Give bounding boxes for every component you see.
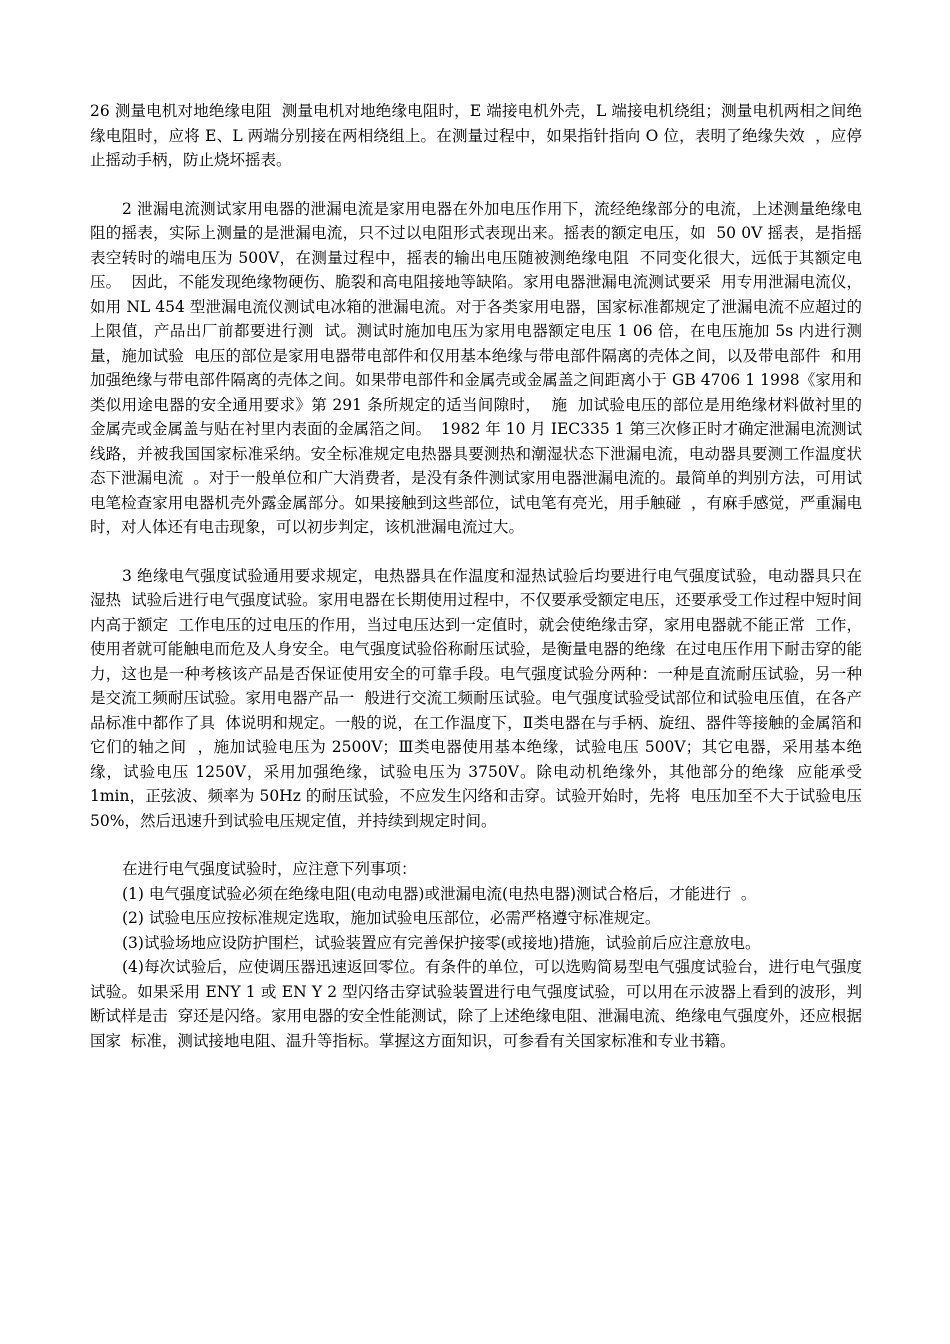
paragraph-dielectric-strength: 3 绝缘电气强度试验通用要求规定，电热器具在作温度和湿热试验后均要进行电气强度试验，电动器具只在湿热 试验后进行电气强度试验。家用电器在长期使用过程中，不仅要承受额定电压，还要承受工作过程中短时间内高于额定 工作电压的过电压的作用，当过电压达到一定值时，就会使绝缘击穿，家用电器就不能正常 工作，使用者就可能触电而危及人身安全。电气强度试验俗称耐压试验，是衡量电器的绝缘 在过电压作用下耐击穿的能力，这也是一种考核该产品是否保证使用安全的可靠手段。电气强度试验分两种：一种是直流耐压试验，另一种是交流工频耐压试验。家用电器产品一 般进行交流工频耐压试验。电气强度试验受试部位和试验电压值，在各产品标准中都作了具 体说明和规定。一般的说，在工作温度下，Ⅱ类电器在与手柄、旋纽、器件等接触的金属箔和它们的轴之间 ，施加试验电压为 2500V；Ⅲ类电器使用基本绝缘，试验电压 500V；其它电器，采用基本绝 缘，试验电压 1250V，采用加强绝缘，试验电压为 3750V。除电动机绝缘外，其他部分的绝缘 应能承受 1min，正弦波、频率为 50Hz 的耐压试验，不应发生闪络和击穿。试验开始时，先将 电压加至不大于试验电压 50%，然后迅速升到试验电压规定值，并持续到规定时间。 (90, 566, 872, 830)
paragraph-gap (90, 173, 862, 197)
paragraph-notes-intro: 在进行电气强度试验时，应注意下列事项： (122, 860, 417, 878)
document-body (90, 99, 872, 1053)
paragraph-insulation-resistance: 26 测量电机对地绝缘电阻 测量电机对地绝缘电阻时，E 端接电机外壳，L 端接电机绕组；测量电机两相之间绝缘电阻时，应将 E、L 两端分别接在两相绕组上。在测量过程中，如果指针指向 O 位，表明了绝缘失效 ，应停止摇动手柄，防止烧坏摇表。 (90, 102, 862, 169)
list-item-note-3: (3)试验场地应设防护围栏，试验装置应有完善保护接零(或接地)措施，试验前后应注意放电。 (122, 933, 761, 952)
paragraph-gap (90, 833, 862, 857)
paragraph-leakage-current: 2 泄漏电流测试家用电器的泄漏电流是家用电器在外加电压作用下，流经绝缘部分的电流，上述测量绝缘电 阻的摇表，实际上测量的是泄漏电流，只不过以电阻形式表现出来。摇表的额定电压，如 50 0V 摇表，是指摇表空转时的端电压为 500V，在测量过程中，摇表的输出电压随被测绝缘电阻 不同变化很大，远低于其额定电压。 因此，不能发现绝缘物硬伤、脆裂和高电阻接地等缺陷。家用电器泄漏电流测试要采 用专用泄漏电流仪，如用 NL 454 型泄漏电流仪测试电冰箱的泄漏电流。对于各类家用电器，国家标准都规定了泄漏电流不应超过的上限值，产品出厂前都要进行测 试。测试时施加电压为家用电器额定电压 1 06 倍，在电压施加 5s 内进行测量，施加试验 电压的部位是家用电器带电部件和仅用基本绝缘与带电部件隔离的壳体之间，以及带电部件 和用加强绝缘与带电部件隔离的壳体之间。如果带电部件和金属壳或金属盖之间距离小于 GB 4706 1 1998《家用和类似用途电器的安全通用要求》第 291 条所规定的适当间隙时， 施 加试验电压的部位是用绝缘材料做衬里的金属壳或金属盖与贴在衬里内表面的金属箔之间。 1982 年 10 月 IEC335 1 第三次修正时才确定泄漏电流测试线路，并被我国国家标准采纳。安全标准规定电热器具要测热和潮湿状态下泄漏电流，电动器具要测工作温度状态下泄漏电流 。对于一般单位和广大消费者，是没有条件测试家用电器泄漏电流的。最简单的判别方法，可用试电笔检查家用电器机壳外露金属部分。如果接触到这些部位，试电笔有亮光，用手触碰 ，有麻手感觉，严重漏电时，对人体还有电击现象，可以初步判定，该机泄漏电流过大。 (90, 199, 872, 536)
list-item-note-1: (1) 电气强度试验必须在绝缘电阻(电动电器)或泄漏电流(电热电器)测试合格后，才能进行 。 (122, 884, 757, 903)
list-item-note-4: (4)每次试验后，应使调压器迅速返回零位。有条件的单位，可以选购简易型电气强度试验台，进行电气强度试验。如果采用 ENY 1 或 EN Y 2 型闪络击穿试验装置进行电气强度试验，可以用在示波器上看到的波形，判断试样是击 穿还是闪络。家用电器的安全性能测试，除了上述绝缘电阻、泄漏电流、绝缘电气强度外，还应根据国家 标准，测试接地电阻、温升等指标。掌握这方面知识，可参看有关国家标准和专业书籍。 (90, 958, 862, 1050)
list-item-note-2: (2) 试验电压应按标准规定选取，施加试验电压部位，必需严格遵守标准规定。 (122, 909, 661, 927)
paragraph-gap (90, 540, 862, 564)
